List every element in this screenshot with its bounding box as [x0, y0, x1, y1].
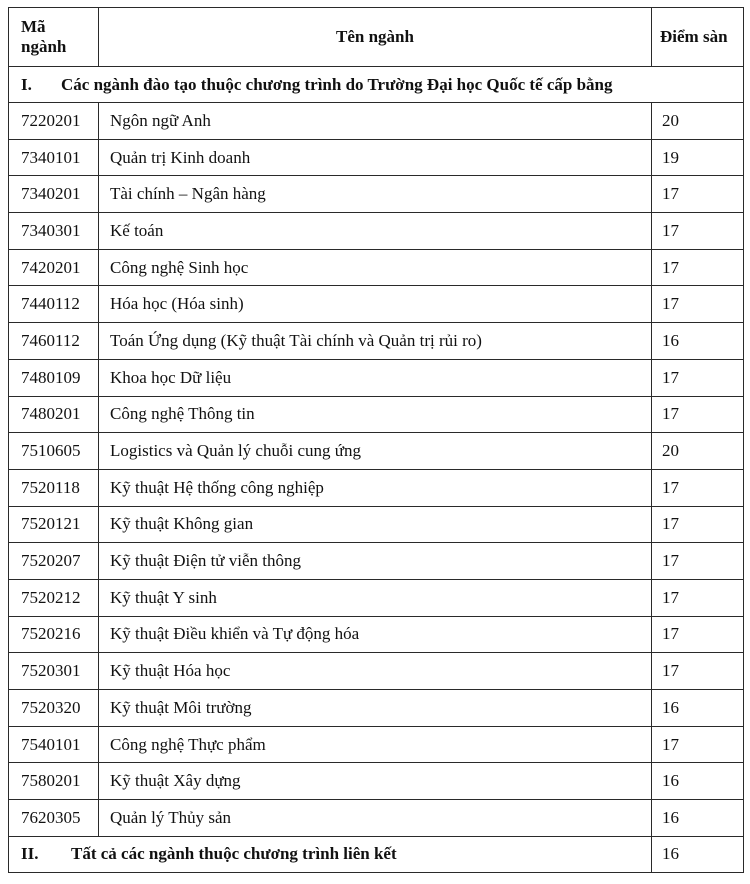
- row-score: 20: [652, 103, 744, 140]
- row-name: Công nghệ Thông tin: [99, 396, 652, 433]
- row-name: Hóa học (Hóa sinh): [99, 286, 652, 323]
- row-name: Công nghệ Thực phẩm: [99, 726, 652, 763]
- row-name: Kỹ thuật Hệ thống công nghiệp: [99, 469, 652, 506]
- section-2-number: II.: [21, 844, 39, 864]
- table-row: [9, 323, 744, 360]
- row-code: 7480201: [9, 396, 99, 433]
- row-name: Kỹ thuật Xây dựng: [99, 763, 652, 800]
- table-row: [9, 139, 744, 176]
- table-row: [9, 653, 744, 690]
- row-score: 17: [652, 653, 744, 690]
- table-row: [9, 579, 744, 616]
- table-row: [9, 396, 744, 433]
- row-name: Tài chính – Ngân hàng: [99, 176, 652, 213]
- row-score: 17: [652, 249, 744, 286]
- row-code: 7520212: [9, 579, 99, 616]
- section-1-number: I.: [21, 74, 32, 94]
- table-row: [9, 213, 744, 250]
- row-code: 7520320: [9, 690, 99, 727]
- row-name: Kỹ thuật Không gian: [99, 506, 652, 543]
- row-score: 20: [652, 433, 744, 470]
- table-row: [9, 763, 744, 800]
- table-row: [9, 359, 744, 396]
- section-row-2: [9, 836, 744, 872]
- table-row: [9, 176, 744, 213]
- row-score: 16: [652, 800, 744, 837]
- row-code: 7340101: [9, 139, 99, 176]
- row-score: 17: [652, 213, 744, 250]
- row-score: 17: [652, 469, 744, 506]
- row-code: 7220201: [9, 103, 99, 140]
- row-score: 17: [652, 506, 744, 543]
- table-row: [9, 103, 744, 140]
- table-row: [9, 506, 744, 543]
- table-row: [9, 726, 744, 763]
- row-score: 17: [652, 359, 744, 396]
- row-score: 17: [652, 726, 744, 763]
- header-score: Điểm sàn: [652, 8, 744, 67]
- header-name: Tên ngành: [99, 8, 652, 67]
- row-code: 7340301: [9, 213, 99, 250]
- row-name: Kỹ thuật Y sinh: [99, 579, 652, 616]
- row-name: Công nghệ Sinh học: [99, 249, 652, 286]
- section-2-score: 16: [652, 836, 744, 872]
- row-name: Kỹ thuật Hóa học: [99, 653, 652, 690]
- row-score: 19: [652, 139, 744, 176]
- row-name: Khoa học Dữ liệu: [99, 359, 652, 396]
- section-1-title: Các ngành đào tạo thuộc chương trình do Trường Đại học Quốc tế cấp bằng: [61, 74, 613, 94]
- row-code: 7510605: [9, 433, 99, 470]
- table-row: [9, 249, 744, 286]
- table-row: [9, 543, 744, 580]
- row-score: 17: [652, 616, 744, 653]
- row-score: 17: [652, 543, 744, 580]
- table-row: [9, 286, 744, 323]
- header-code-line2: ngành: [21, 37, 67, 56]
- row-name: Quản trị Kinh doanh: [99, 139, 652, 176]
- row-score: 16: [652, 323, 744, 360]
- admission-score-table: [8, 7, 744, 873]
- row-name: Kế toán: [99, 213, 652, 250]
- section-2-cell: [9, 836, 652, 872]
- row-code: 7340201: [9, 176, 99, 213]
- row-name: Ngôn ngữ Anh: [99, 103, 652, 140]
- row-name: Logistics và Quản lý chuỗi cung ứng: [99, 433, 652, 470]
- row-code: 7520301: [9, 653, 99, 690]
- table-row: [9, 469, 744, 506]
- row-code: 7540101: [9, 726, 99, 763]
- row-code: 7420201: [9, 249, 99, 286]
- row-code: 7580201: [9, 763, 99, 800]
- row-name: Kỹ thuật Điều khiển và Tự động hóa: [99, 616, 652, 653]
- row-name: Toán Ứng dụng (Kỹ thuật Tài chính và Quản trị rủi ro): [99, 323, 652, 360]
- row-code: 7440112: [9, 286, 99, 323]
- row-score: 17: [652, 579, 744, 616]
- table-row: [9, 433, 744, 470]
- table-row: [9, 800, 744, 837]
- row-code: 7520118: [9, 469, 99, 506]
- header-code-line1: Mã: [21, 17, 46, 36]
- row-code: 7520207: [9, 543, 99, 580]
- table-row: [9, 616, 744, 653]
- table-row: [9, 690, 744, 727]
- row-score: 16: [652, 690, 744, 727]
- row-score: 17: [652, 286, 744, 323]
- row-name: Kỹ thuật Điện tử viễn thông: [99, 543, 652, 580]
- row-code: 7520121: [9, 506, 99, 543]
- row-name: Kỹ thuật Môi trường: [99, 690, 652, 727]
- section-1-cell: [9, 67, 744, 103]
- row-score: 17: [652, 396, 744, 433]
- section-2-title: Tất cả các ngành thuộc chương trình liên kết: [71, 844, 397, 864]
- table-header-row: [9, 8, 744, 67]
- section-row-1: [9, 67, 744, 103]
- header-code: [9, 8, 99, 67]
- row-code: 7460112: [9, 323, 99, 360]
- row-code: 7620305: [9, 800, 99, 837]
- row-score: 17: [652, 176, 744, 213]
- row-code: 7480109: [9, 359, 99, 396]
- row-score: 16: [652, 763, 744, 800]
- row-name: Quản lý Thủy sản: [99, 800, 652, 837]
- row-code: 7520216: [9, 616, 99, 653]
